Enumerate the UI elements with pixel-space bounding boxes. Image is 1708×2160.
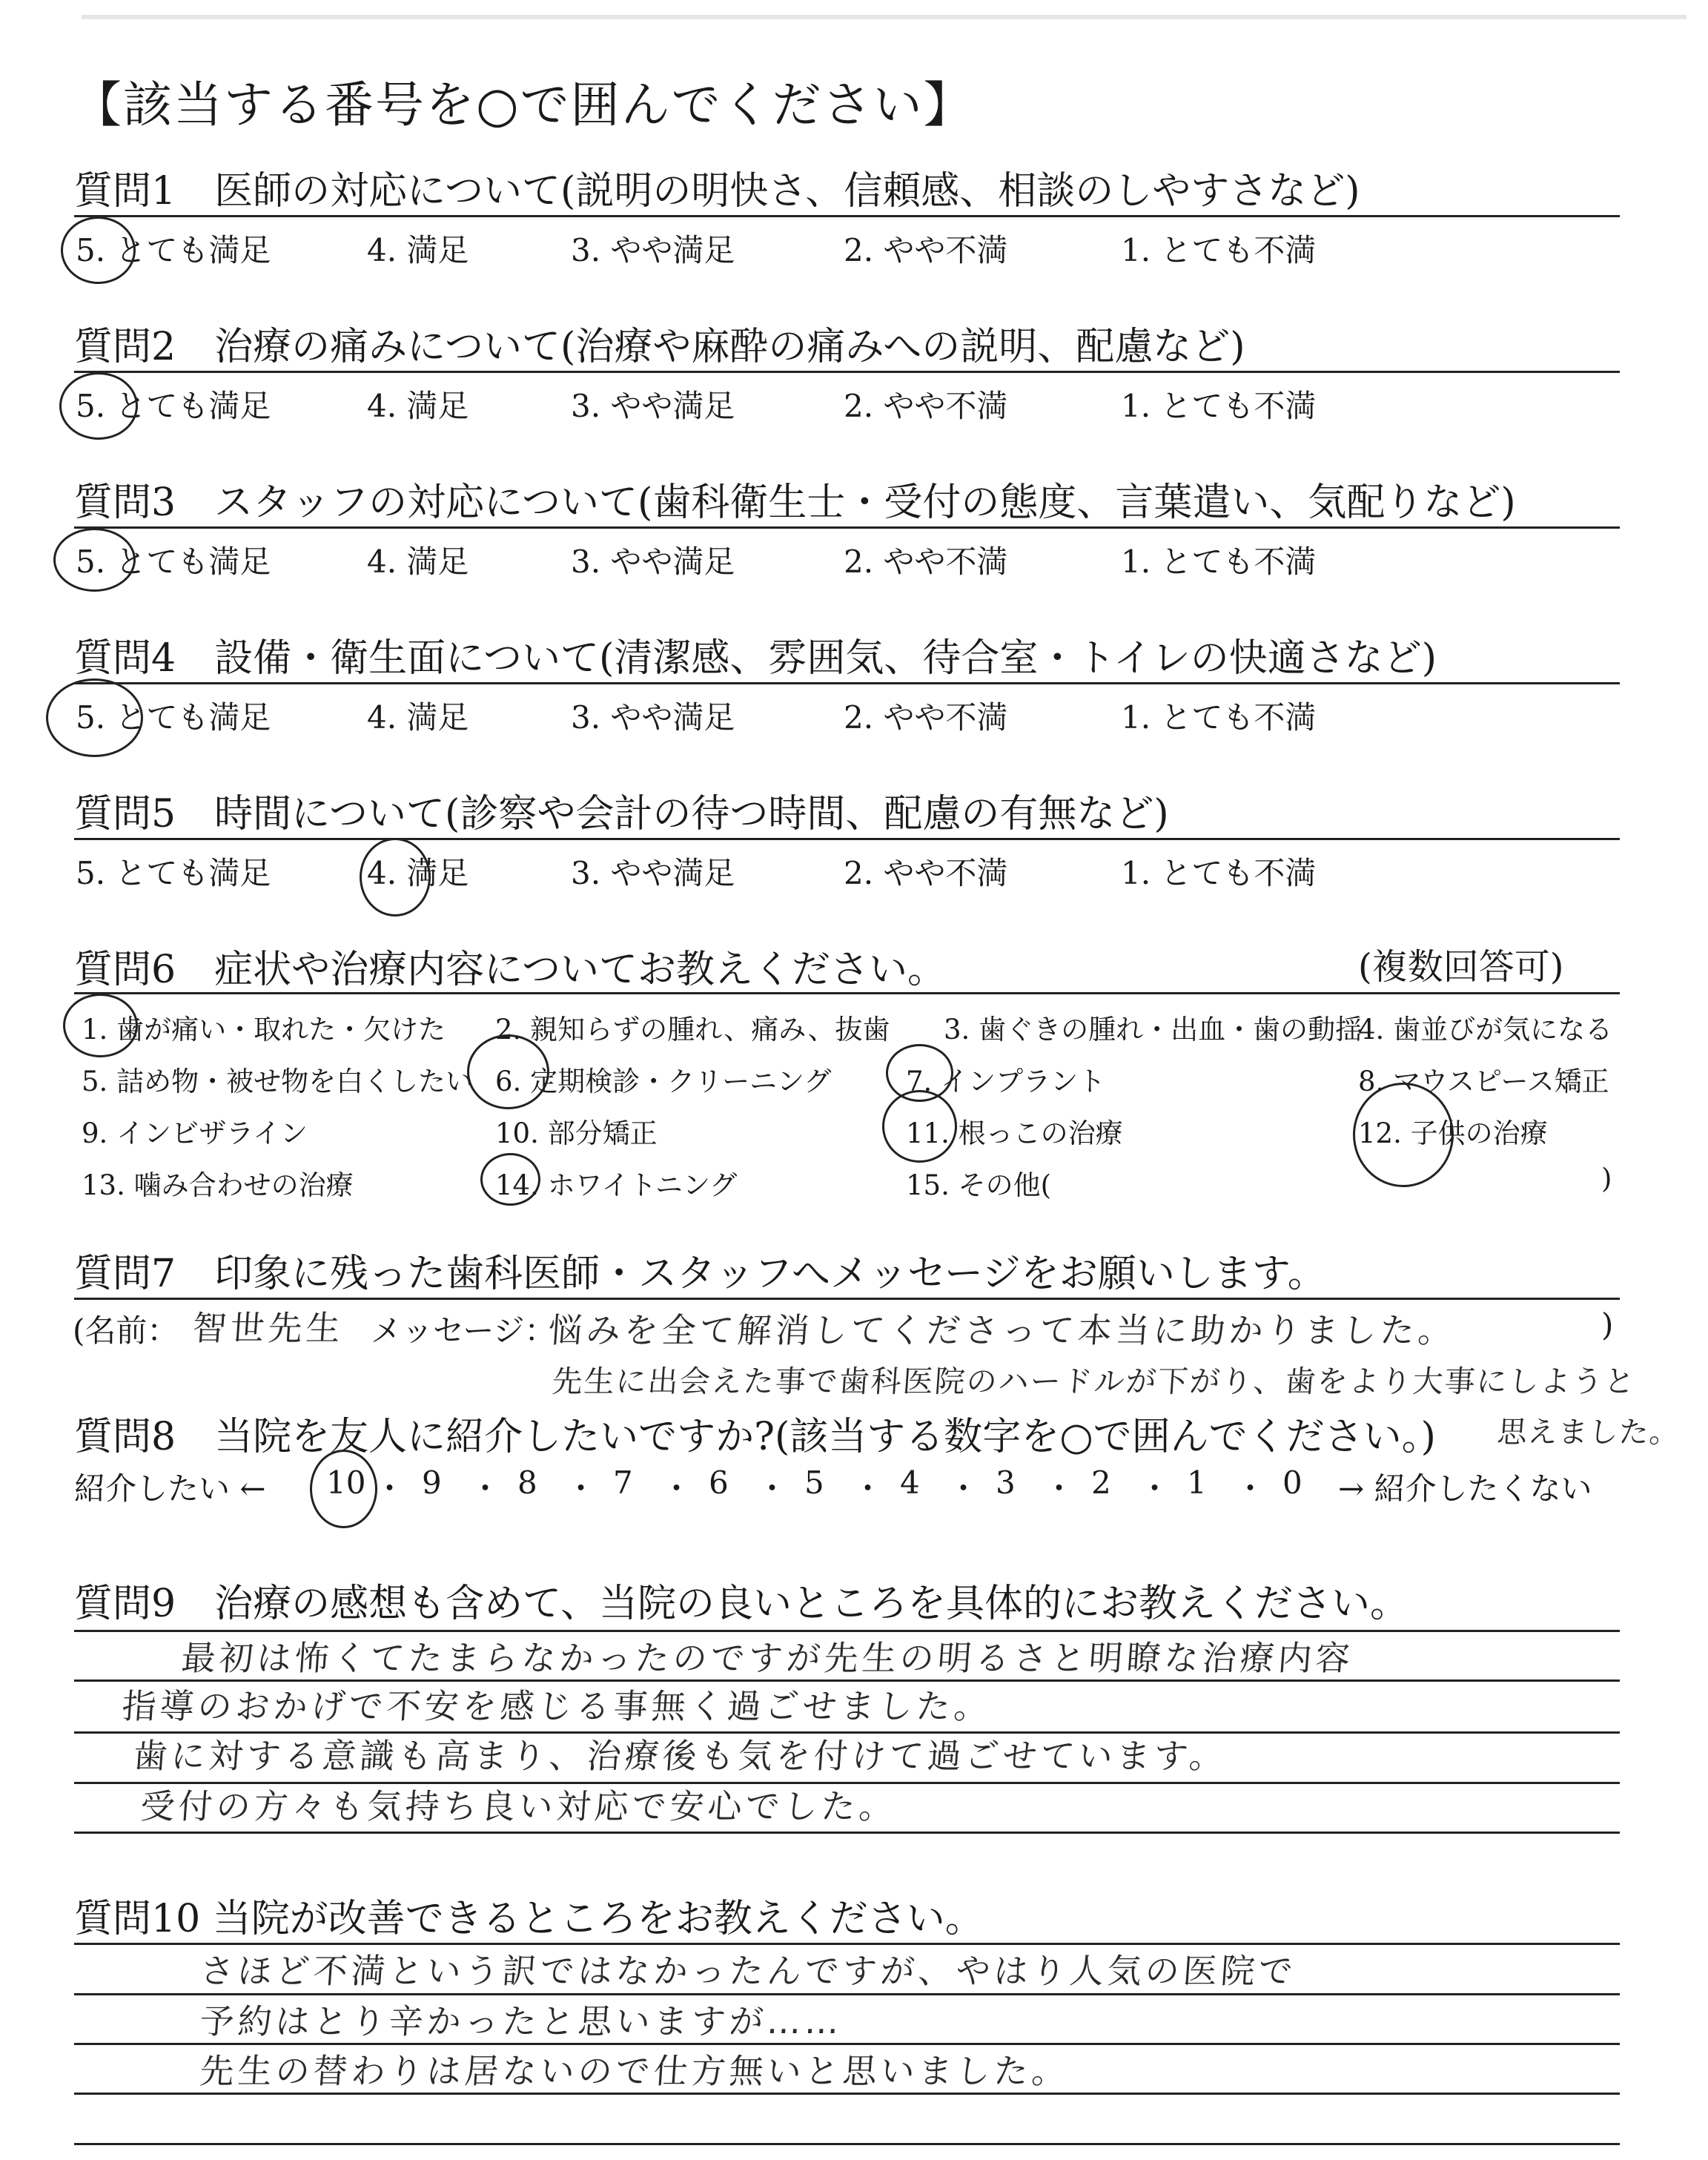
q6-item-7[interactable]: 7. インプラント (906, 1066, 1106, 1097)
q5-option-3[interactable]: 3. やや満足 (571, 855, 735, 891)
q8-scale-separator: ・ (756, 1470, 788, 1507)
q6-circle-11 (882, 1090, 957, 1163)
q5-option-2[interactable]: 2. やや不満 (844, 855, 1008, 891)
q1-title: 質問1 医師の対応について(説明の明快さ、信頼感、相談のしやすさなど) (74, 169, 1360, 214)
q2-rule (74, 371, 1620, 373)
q1-option-2[interactable]: 2. やや不満 (844, 232, 1008, 268)
q10-line-5 (74, 2143, 1620, 2145)
q7-message-label: メッセージ： (371, 1312, 556, 1349)
q5-option-4[interactable]: 4. 満足 (367, 855, 469, 891)
top-border (82, 15, 1687, 19)
q6-item-8[interactable]: 8. マウスピース矯正 (1358, 1066, 1609, 1097)
q6-item-15[interactable]: 15. その他( (906, 1169, 1052, 1201)
q5-title: 質問5 時間について(診察や会計の待つ時間、配慮の有無など) (74, 792, 1169, 836)
q6-item-12[interactable]: 12. 子供の治療 (1358, 1117, 1548, 1149)
q2-option-5[interactable]: 5. とても満足 (76, 388, 271, 424)
q4-selection-circle (46, 678, 143, 757)
q7-name-value[interactable]: 智世先生 (191, 1308, 345, 1348)
q8-scale-value-0[interactable]: 0 (1282, 1464, 1302, 1501)
q4-option-5[interactable]: 5. とても満足 (76, 699, 271, 736)
q10-title: 質問10 当院が改善できるところをお教えください。 (74, 1897, 984, 1941)
q7-message-line3[interactable]: 思えました。 (1496, 1416, 1681, 1450)
q6-title: 質問6 症状や治療内容についてお教えください。 (74, 948, 947, 992)
q7-message-line2[interactable]: 先生に出会えた事で歯科医院のハードルが下がり、歯をより大事にしようと (551, 1364, 1638, 1399)
q8-scale-separator: ・ (374, 1470, 406, 1507)
q7-close-paren: ) (1601, 1307, 1614, 1343)
q6-circle-1 (63, 994, 138, 1057)
q2-option-3[interactable]: 3. やや満足 (571, 388, 735, 424)
q6-item-6[interactable]: 6. 定期検診・クリーニング (495, 1066, 832, 1097)
q7-title: 質問7 印象に残った歯科医師・スタッフへメッセージをお願いします。 (74, 1252, 1326, 1296)
q5-option-1[interactable]: 1. とても不満 (1121, 855, 1317, 891)
q4-option-3[interactable]: 3. やや満足 (571, 699, 735, 736)
q8-scale-separator: ・ (1043, 1470, 1075, 1507)
q8-scale-separator: ・ (947, 1470, 979, 1507)
q6-circle-12 (1353, 1083, 1454, 1187)
q10-answer-line-2[interactable]: 予約はとり辛かったと思いますが…… (198, 2001, 844, 2041)
q8-scale-value-10[interactable]: 10 (326, 1464, 366, 1501)
q8-scale-separator: ・ (565, 1470, 597, 1507)
q8-scale-value-1[interactable]: 1 (1187, 1464, 1207, 1501)
q6-item-11[interactable]: 11. 根っこの治療 (906, 1117, 1123, 1149)
q3-rule (74, 526, 1620, 529)
q8-scale-value-6[interactable]: 6 (709, 1464, 729, 1501)
q8-scale-separator: ・ (661, 1470, 692, 1507)
q8-scale-separator: ・ (469, 1470, 501, 1507)
q8-scale-value-7[interactable]: 7 (613, 1464, 633, 1501)
q1-option-3[interactable]: 3. やや満足 (571, 232, 735, 268)
q2-option-4[interactable]: 4. 満足 (367, 388, 469, 424)
q9-answer-line-4[interactable]: 受付の方々も気持ち良い対応で安心でした。 (139, 1786, 898, 1826)
q6-multiple-note: (複数回答可) (1358, 946, 1564, 988)
q8-scale-separator: ・ (852, 1470, 884, 1507)
q6-item-2[interactable]: 2. 親知らずの腫れ、痛み、抜歯 (495, 1014, 890, 1046)
q1-rule (74, 215, 1620, 217)
q2-option-1[interactable]: 1. とても不満 (1121, 388, 1317, 424)
q9-answer-line-1[interactable]: 最初は怖くてたまらなかったのですが先生の明るさと明瞭な治療内容 (179, 1638, 1355, 1678)
q3-option-5[interactable]: 5. とても満足 (76, 544, 271, 580)
q10-answer-line-3[interactable]: 先生の替わりは居ないので仕方無いと思いました。 (198, 2051, 1071, 2091)
q3-title: 質問3 スタッフの対応について(歯科衛生士・受付の態度、言葉遣い、気配りなど) (74, 480, 1516, 525)
q4-option-2[interactable]: 2. やや不満 (844, 699, 1008, 736)
q6-rule (74, 992, 1620, 994)
q4-title: 質問4 設備・衛生面について(清潔感、雰囲気、待合室・トイレの快適さなど) (74, 636, 1437, 681)
q3-option-1[interactable]: 1. とても不満 (1121, 544, 1317, 580)
q7-rule (74, 1298, 1620, 1300)
q6-item-10[interactable]: 10. 部分矯正 (495, 1117, 658, 1149)
q1-selection-circle (61, 217, 136, 284)
q5-option-5[interactable]: 5. とても満足 (76, 855, 271, 891)
q8-scale-separator: ・ (1139, 1470, 1171, 1507)
q6-item-9[interactable]: 9. インビザライン (82, 1117, 308, 1149)
q6-item-1[interactable]: 1. 歯が痛い・取れた・欠けた (82, 1014, 446, 1046)
q4-option-1[interactable]: 1. とても不満 (1121, 699, 1317, 736)
q6-item-3[interactable]: 3. 歯ぐきの腫れ・出血・歯の動揺 (944, 1014, 1363, 1046)
q8-scale-value-9[interactable]: 9 (422, 1464, 442, 1501)
q4-option-4[interactable]: 4. 満足 (367, 699, 469, 736)
q2-selection-circle (59, 372, 138, 440)
q6-circle-6 (467, 1034, 549, 1109)
q8-title: 質問8 当院を友人に紹介したいですか?(該当する数字を○で囲んでください。) (74, 1415, 1436, 1459)
q1-option-5[interactable]: 5. とても満足 (76, 232, 271, 268)
q7-message-line1[interactable]: 悩みを全て解消してくださって本当に助かりました。 (546, 1310, 1457, 1350)
q8-left-label: 紹介したい ← (74, 1470, 266, 1507)
q3-selection-circle (53, 528, 136, 592)
q8-scale-value-5[interactable]: 5 (804, 1464, 824, 1501)
q8-scale-value-4[interactable]: 4 (900, 1464, 920, 1501)
instruction-header: 【該当する番号を○で囲んでください】 (73, 76, 974, 133)
q10-answer-line-1[interactable]: さほど不満という訳ではなかったんですが、やはり人気の医院で (198, 1951, 1298, 1991)
q9-title: 質問9 治療の感想も含めて、当院の良いところを具体的にお教えください。 (74, 1582, 1409, 1626)
q8-scale-value-2[interactable]: 2 (1091, 1464, 1111, 1501)
q9-answer-line-3[interactable]: 歯に対する意識も高まり、治療後も気を付けて過ごせています。 (131, 1736, 1229, 1776)
q5-rule (74, 838, 1620, 840)
q7-name-label: (名前： (73, 1312, 179, 1349)
q8-scale-value-8[interactable]: 8 (517, 1464, 537, 1501)
q9-answer-line-2[interactable]: 指導のおかげで不安を感じる事無く過ごせました。 (120, 1686, 993, 1726)
q6-item-13[interactable]: 13. 噛み合わせの治療 (82, 1169, 354, 1201)
q3-option-3[interactable]: 3. やや満足 (571, 544, 735, 580)
q4-rule (74, 682, 1620, 684)
q3-option-2[interactable]: 2. やや不満 (844, 544, 1008, 580)
q6-item-4[interactable]: 4. 歯並びが気になる (1358, 1014, 1613, 1046)
q6-circle-14 (480, 1153, 540, 1206)
q8-scale-separator: ・ (1234, 1470, 1266, 1507)
q1-option-1[interactable]: 1. とても不満 (1121, 232, 1317, 268)
q8-selection-circle (310, 1450, 377, 1528)
q2-option-2[interactable]: 2. やや不満 (844, 388, 1008, 424)
q5-selection-circle (360, 838, 431, 916)
q2-title: 質問2 治療の痛みについて(治療や麻酔の痛みへの説明、配慮など) (74, 325, 1245, 369)
q3-option-4[interactable]: 4. 満足 (367, 544, 469, 580)
q9-line-5 (74, 1832, 1620, 1834)
q8-scale-value-3[interactable]: 3 (996, 1464, 1016, 1501)
q6-item-15-close: ) (1601, 1163, 1612, 1195)
q1-option-4[interactable]: 4. 満足 (367, 232, 469, 268)
q6-item-14[interactable]: 14. ホワイトニング (495, 1169, 738, 1201)
q6-item-5[interactable]: 5. 詰め物・被せ物を白くしたい (82, 1066, 474, 1097)
q8-right-label: → 紹介したくない (1338, 1470, 1592, 1507)
